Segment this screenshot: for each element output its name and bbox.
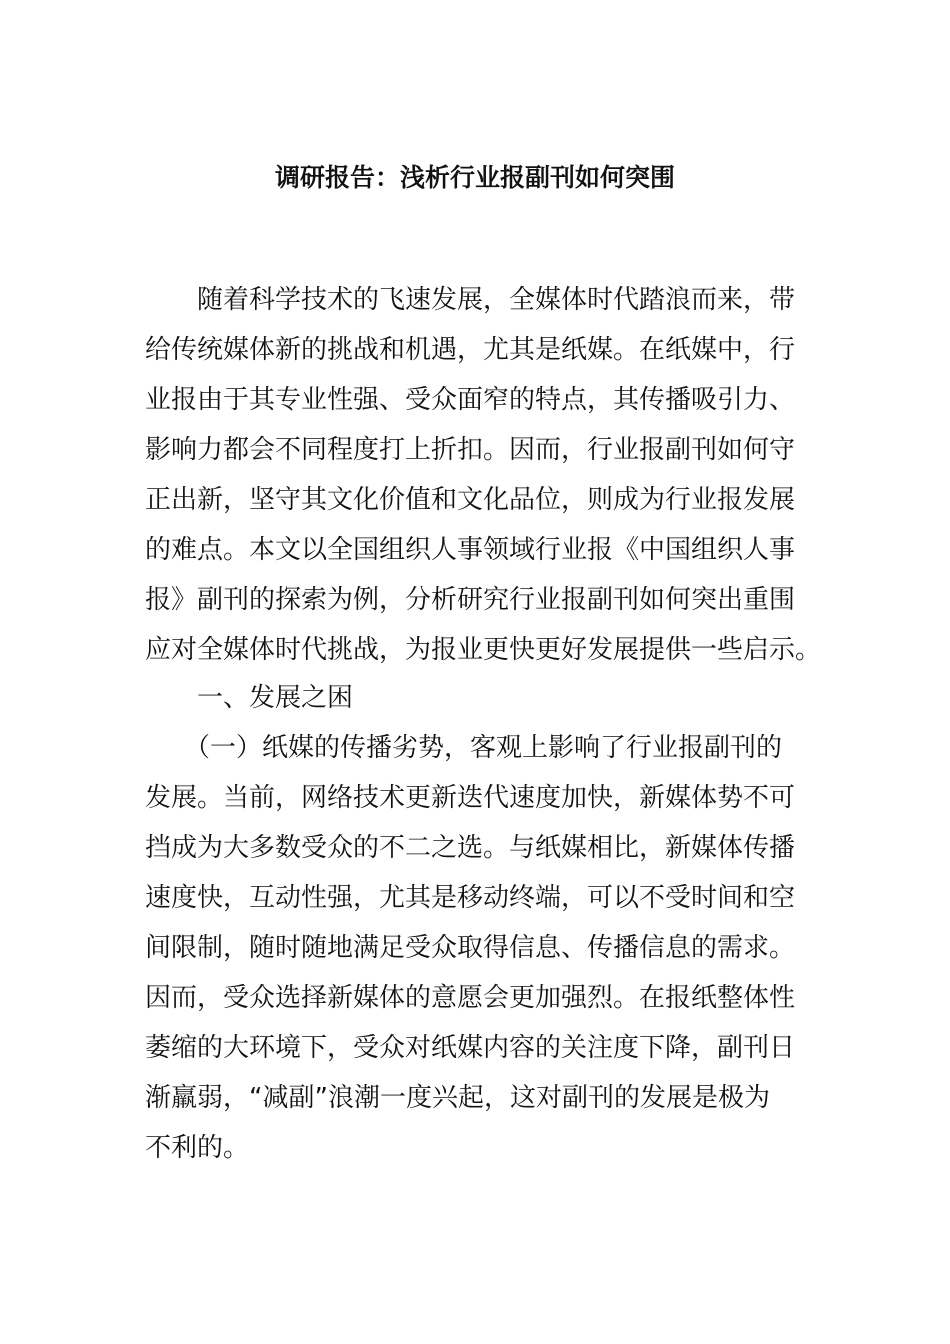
paragraph-line: 业报由于其专业性强、受众面窄的特点，其传播吸引力、 [145,385,796,415]
paragraph-line: 因而，受众选择新媒体的意愿会更加强烈。在报纸整体性 [145,983,796,1013]
paragraph-line: 不利的。 [145,1133,250,1163]
paragraph-line: 的难点。本文以全国组织人事领域行业报《中国组织人事 [145,535,796,565]
document-title: 调研报告：浅析行业报副刊如何突围 [274,163,675,192]
paragraph-line: 挡成为大多数受众的不二之选。与纸媒相比，新媒体传播 [145,833,796,863]
paragraph-line: 间限制，随时随地满足受众取得信息、传播信息的需求。 [145,933,796,963]
paragraph-line: （一）纸媒的传播劣势，客观上影响了行业报副刊的 [145,733,783,763]
paragraph-line: 渐羸弱，“减副”浪潮一度兴起，这对副刊的发展是极为 [145,1083,770,1113]
paragraph-line: 发展。当前，网络技术更新迭代速度加快，新媒体势不可 [145,783,796,813]
paragraph-line: 应对全媒体时代挑战，为报业更快更好发展提供一些启示。 [145,635,822,665]
paragraph-line: 速度快，互动性强，尤其是移动终端，可以不受时间和空 [145,883,796,913]
section-heading: 一、发展之困 [145,683,354,713]
paragraph-line: 报》副刊的探索为例，分析研究行业报副刊如何突出重围 [145,585,796,615]
paragraph-line: 萎缩的大环境下，受众对纸媒内容的关注度下降，副刊日 [145,1033,796,1063]
paragraph-line: 给传统媒体新的挑战和机遇，尤其是纸媒。在纸媒中，行 [145,335,796,365]
paragraph-line: 正出新，坚守其文化价值和文化品位，则成为行业报发展 [145,485,796,515]
paragraph-line: 影响力都会不同程度打上折扣。因而，行业报副刊如何守 [145,435,796,465]
paragraph-line: 随着科学技术的飞速发展，全媒体时代踏浪而来，带 [145,285,796,315]
